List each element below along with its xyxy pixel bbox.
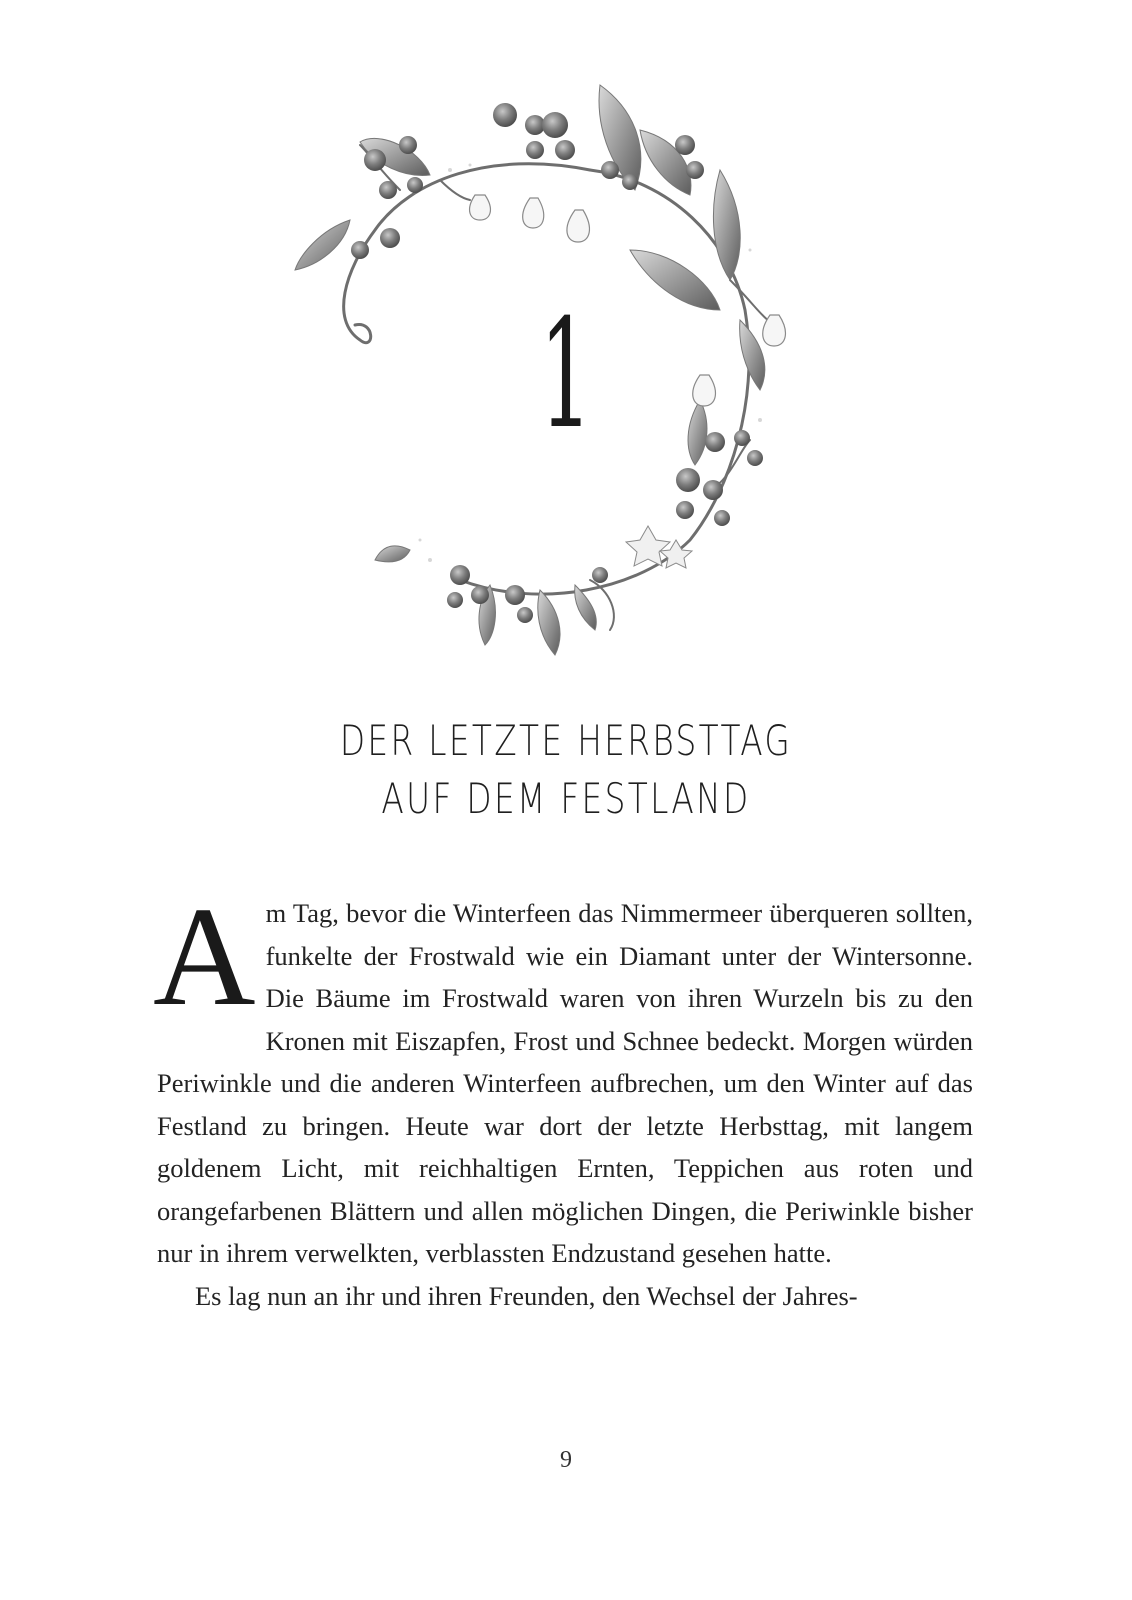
paragraph-1-text: m Tag, bevor die Winterfeen das Nimmermeer überqueren sollten, funkelte der Frostwald wie ein Diamant unter der Wintersonne. Die Bäume im Frostwald waren von ihren Wurzeln bis zu den Kronen mit Eiszapfen, Frost und Schnee bedeckt. Morgen würden Periwinkle und die anderen Winterfeen aufbrechen, um den Winter auf das Festland zu bringen. Heute war dort der letzte Herbsttag, mit langem goldenem Licht, mit reichhaltigen Ernten, Teppichen aus roten und orangefarbenen Blättern und allen möglichen Dingen, die Periwinkle bisher nur in ihrem verwelkten, verblassten Endzustand gesehen hatte. <box>157 898 973 1268</box>
chapter-body-text <box>153 877 973 1317</box>
paragraph-2: Es lag nun an ihr und ihren Freunden, den Wechsel der Jahres- <box>195 1280 858 1311</box>
chapter-title-line-2: AUF DEM FESTLAND <box>381 774 751 823</box>
paragraph-1 <box>153 877 973 1275</box>
page-number: 9 <box>560 1447 572 1473</box>
drop-cap-letter: A <box>153 877 256 1035</box>
chapter-title <box>0 712 1132 828</box>
chapter-number: 1 <box>539 288 593 462</box>
chapter-title-line-1: DER LETZTE HERBSTTAG <box>339 716 793 765</box>
